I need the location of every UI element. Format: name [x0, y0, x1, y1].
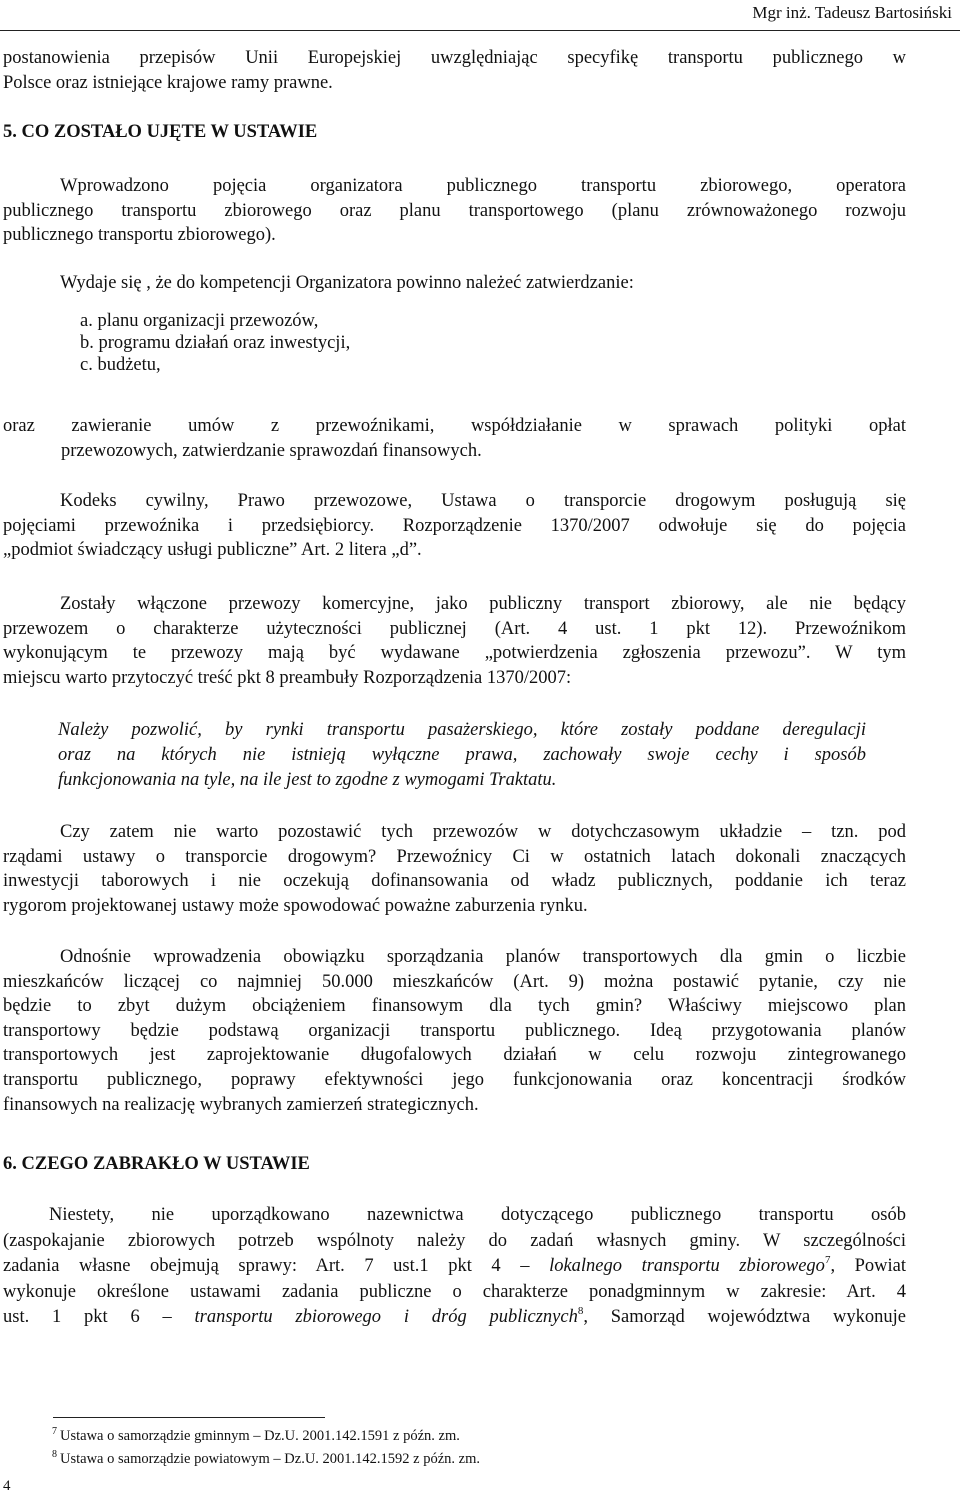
list-item: c. budżetu,: [80, 355, 161, 375]
competence-intro: Wydaje się , że do kompetencji Organizatora powinno należeć zatwierdzanie:: [60, 273, 634, 293]
text-segment: zadania własne obejmują sprawy: Art. 7 ust.1 pkt 4 –: [3, 1256, 550, 1276]
kodeks-paragraph: [3, 489, 906, 563]
footnote-7: [52, 1426, 460, 1445]
footnote-text: Ustawa o samorządzie powiatowym – Dz.U. 2001.142.1592 z późn. zm.: [60, 1451, 480, 1467]
italic-term: transportu zbiorowego i dróg publicznych: [194, 1307, 578, 1327]
intro-paragraph: [3, 46, 906, 95]
text-segment: ust. 1 pkt 6 –: [3, 1307, 195, 1327]
text-line: (zaspokajanie zbiorowych potrzeb wspólnoty należy do zadań własnych gminy. W szczególności: [3, 1230, 906, 1251]
competence-list: [80, 310, 350, 376]
footnote-ref[interactable]: 8: [577, 1305, 584, 1317]
header-rule: [0, 30, 960, 31]
text-line: oraz zawieranie umów z przewoźnikami, współdziałanie w sprawach polityki opłat: [3, 416, 906, 436]
text-line: przewozem o charakterze użyteczności publicznej (Art. 4 ust. 1 pkt 12). Przewoźnikom: [3, 618, 906, 639]
footnote-number: 7: [52, 1426, 57, 1437]
text-line: miejscu warto przytoczyć treść pkt 8 preambuły Rozporządzenia 1370/2007:: [3, 667, 572, 688]
footnote-8: [52, 1449, 480, 1468]
preamble-quote: [58, 718, 866, 793]
text-line: Zostały włączone przewozy komercyjne, jako publiczny transport zbiorowy, ale nie będący: [60, 594, 906, 614]
footnote-text: Ustawa o samorządzie gminnym – Dz.U. 2001.142.1591 z późn. zm.: [60, 1428, 460, 1444]
text-line: Odnośnie wprowadzenia obowiązku sporządzania planów transportowych dla gmin o liczbie: [60, 947, 906, 967]
text-line: [3, 1254, 906, 1280]
odnosnie-paragraph: [3, 945, 906, 1117]
text-line: pojęciami przewoźnika i przedsiębiorcy. Rozporządzenie 1370/2007 odwołuje się do pojęcia: [3, 515, 906, 536]
text-line: publicznego transportu zbiorowego oraz planu transportowego (planu zrównoważonego rozwoju: [3, 200, 906, 221]
text-line: „podmiot świadczący usługi publiczne” Art. 2 litera „d”.: [3, 540, 422, 561]
text-line: rygorom projektowanej ustawy może spowodować poważne zaburzenia rynku.: [3, 895, 588, 916]
text-line: transportu publicznego, poprawy efektywności jego funkcjonowania oraz koncentracji środków: [3, 1069, 906, 1090]
text-line: transportowych jest zaprojektowanie długofalowych działań w celu rozwoju zintegrowanego: [3, 1045, 906, 1066]
text-line: rządami ustawy o transporcie drogowym? Przewoźnicy Ci w ostatnich latach dokonali znaczących: [3, 846, 906, 867]
footnote-number: 8: [52, 1449, 57, 1460]
text-line: transportowy będzie podstawą organizacji transportu publicznego. Ideą przygotowania planów: [3, 1020, 906, 1041]
text-line: finansowych na realizację wybranych zamierzeń strategicznych.: [3, 1094, 479, 1115]
text-line: będzie to zbyt dużym obciążeniem finansowym dla tych gmin? Właściwy miejscowo plan: [3, 996, 906, 1017]
text-segment: , Powiat: [830, 1256, 907, 1276]
footnote-ref[interactable]: 7: [824, 1254, 831, 1266]
text-line: wykonującym te przewozy mają być wydawane „potwierdzenia zgłoszenia przewozu”. W tym: [3, 643, 906, 664]
section-5-heading: 5. CO ZOSTAŁO UJĘTE W USTAWIE: [3, 122, 318, 142]
text-line: inwestycji taborowych i nie oczekują dofinansowania od władz publicznych, poddanie ich teraz: [3, 871, 906, 892]
text-line: mieszkańców liczącej co najmniej 50.000 mieszkańców (Art. 9) można postawić pytanie, czy nie: [3, 971, 906, 992]
text-line: funkcjonowania na tyle, na ile jest to zgodne z wymogami Traktatu.: [58, 770, 557, 790]
text-line: przewozowych, zatwierdzanie sprawozdań finansowych.: [61, 440, 482, 461]
text-line: wykonuje określone ustawami zadania publiczne o charakterze ponadgminnym w zakresie: Art. 4: [3, 1281, 906, 1302]
text-segment: , Samorząd województwa wykonuje: [583, 1307, 906, 1327]
czy-paragraph: [3, 820, 906, 918]
text-line: [3, 1305, 906, 1331]
text-line: Należy pozwolić, by rynki transportu pasażerskiego, które zostały poddane deregulacji: [58, 720, 866, 740]
text-line: oraz na których nie istnieją wyłączne prawa, zachowały swoje cechy i sposób: [58, 745, 866, 765]
text-line: Wprowadzono pojęcia organizatora publicznego transportu zbiorowego, operatora: [60, 176, 906, 196]
section-5-paragraph-1: [3, 174, 906, 248]
text-line: Czy zatem nie warto pozostawić tych przewozów w dotychczasowym układzie – tzn. pod: [60, 822, 906, 842]
text-line: Polsce oraz istniejące krajowe ramy prawne.: [3, 72, 333, 93]
header-author: Mgr inż. Tadeusz Bartosiński: [752, 3, 952, 22]
oraz-paragraph: [3, 414, 906, 463]
section-6-heading: 6. CZEGO ZABRAKŁO W USTAWIE: [3, 1154, 310, 1174]
footnote-separator: [53, 1417, 325, 1418]
zostaly-paragraph: [3, 592, 906, 690]
list-item: a. planu organizacji przewozów,: [80, 311, 319, 331]
text-line: postanowienia przepisów Unii Europejskiej uwzględniając specyfikę transportu publicznego w: [3, 48, 906, 68]
text-line: publicznego transportu zbiorowego).: [3, 225, 276, 246]
list-item: b. programu działań oraz inwestycji,: [80, 333, 351, 353]
text-line: Kodeks cywilny, Prawo przewozowe, Ustawa o transporcie drogowym posługują się: [60, 491, 906, 511]
italic-term: lokalnego transportu zbiorowego: [549, 1256, 825, 1276]
section-6-paragraph: [3, 1203, 906, 1331]
page-number: 4: [3, 1478, 11, 1494]
text-line: Niestety, nie uporządkowano nazewnictwa dotyczącego publicznego transportu osób: [49, 1205, 906, 1225]
